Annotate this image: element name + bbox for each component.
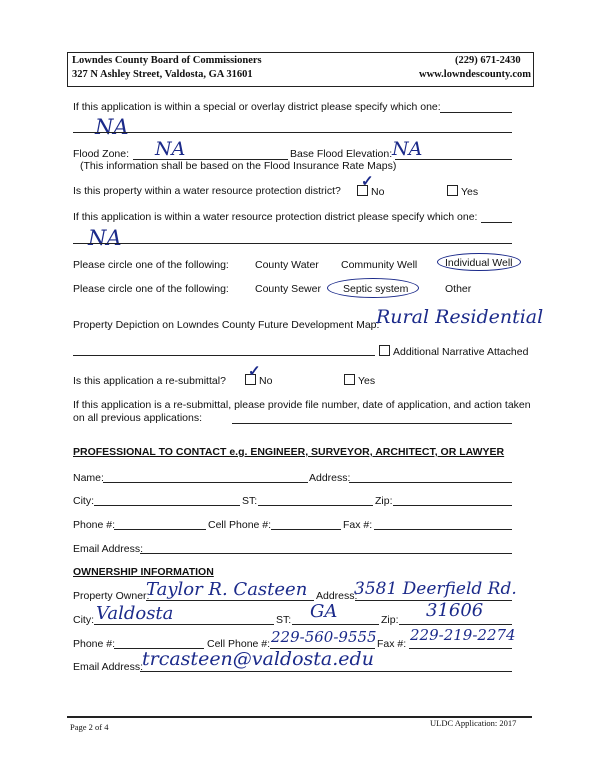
option-other[interactable]: Other bbox=[445, 283, 472, 295]
prof-st-label: ST: bbox=[242, 495, 258, 507]
prof-name-label: Name: bbox=[73, 472, 104, 484]
owner-st-field[interactable] bbox=[292, 624, 379, 625]
resubmittal-yes-checkbox[interactable] bbox=[344, 374, 355, 385]
owner-city-value[interactable]: Valdosta bbox=[96, 603, 174, 624]
overlay-question: If this application is within a special or overlay district please specify which one: bbox=[73, 101, 441, 113]
option-septic-system[interactable]: Septic system bbox=[343, 283, 409, 295]
checkmark-icon: ✓ bbox=[361, 173, 374, 190]
owner-label: Property Owner: bbox=[73, 590, 150, 602]
sewer-prompt: Please circle one of the following: bbox=[73, 283, 229, 295]
org-address: 327 N Ashley Street, Valdosta, GA 31601 bbox=[72, 69, 253, 80]
owner-fax-label: Fax #: bbox=[377, 638, 407, 650]
prof-email-field[interactable] bbox=[140, 553, 512, 554]
narrative-label: Additional Narrative Attached bbox=[393, 346, 529, 358]
option-community-well[interactable]: Community Well bbox=[341, 259, 418, 271]
water-specify-answer[interactable]: NA bbox=[88, 226, 122, 250]
prof-city-field[interactable] bbox=[94, 505, 240, 506]
owner-zip-value[interactable]: 31606 bbox=[426, 600, 484, 621]
owner-email-field[interactable] bbox=[140, 671, 512, 672]
resubmittal-checkmark-icon: ✓ bbox=[248, 363, 261, 380]
water-specify-question: If this application is within a water resource protection district please specify which one: bbox=[73, 211, 478, 223]
option-county-water[interactable]: County Water bbox=[255, 259, 319, 271]
base-flood-value[interactable]: NA bbox=[392, 138, 423, 160]
overlay-inline-line[interactable] bbox=[440, 112, 512, 113]
depiction-value[interactable]: Rural Residential bbox=[376, 306, 544, 328]
owner-address-label: Address: bbox=[316, 590, 358, 602]
option-county-sewer[interactable]: County Sewer bbox=[255, 283, 321, 295]
resubmittal-yes-label: Yes bbox=[358, 375, 376, 387]
prof-address-label: Address: bbox=[309, 472, 351, 484]
owner-email-label: Email Address: bbox=[73, 661, 144, 673]
resubmittal-question: Is this application a re-submittal? bbox=[73, 375, 226, 387]
yes-checkbox[interactable] bbox=[447, 185, 458, 196]
prof-fax-label: Fax #: bbox=[343, 519, 373, 531]
depiction-label: Property Depiction on Lowndes County Future Development Map: bbox=[73, 319, 380, 331]
owner-field[interactable] bbox=[146, 600, 314, 601]
option-individual-well[interactable]: Individual Well bbox=[445, 257, 513, 269]
flood-note: (This information shall be based on the Flood Insurance Rate Maps) bbox=[80, 160, 397, 172]
owner-zip-label: Zip: bbox=[381, 614, 399, 626]
professional-heading: PROFESSIONAL TO CONTACT e.g. ENGINEER, SURVEYOR, ARCHITECT, OR LAWYER bbox=[73, 446, 505, 458]
water-protection-question: Is this property within a water resource protection district? bbox=[73, 185, 341, 197]
prof-address-field[interactable] bbox=[349, 482, 512, 483]
prof-fax-field[interactable] bbox=[374, 529, 512, 530]
resubmittal-no-label: No bbox=[259, 375, 273, 387]
owner-value[interactable]: Taylor R. Casteen bbox=[146, 579, 308, 600]
org-name: Lowndes County Board of Commissioners bbox=[72, 55, 262, 66]
narrative-checkbox[interactable] bbox=[379, 345, 390, 356]
owner-fax-value[interactable]: 229-219-2274 bbox=[410, 626, 516, 644]
yes-label: Yes bbox=[461, 186, 479, 198]
resubmittal-details-line[interactable] bbox=[232, 423, 512, 424]
resubmittal-yes[interactable] bbox=[344, 374, 375, 387]
water-protection-yes[interactable] bbox=[447, 185, 478, 198]
prof-cell-label: Cell Phone #: bbox=[208, 519, 272, 531]
owner-phone-label: Phone #: bbox=[73, 638, 116, 650]
prof-st-field[interactable] bbox=[258, 505, 373, 506]
prof-cell-field[interactable] bbox=[271, 529, 341, 530]
water-supply-prompt: Please circle one of the following: bbox=[73, 259, 229, 271]
owner-zip-field[interactable] bbox=[399, 624, 512, 625]
owner-city-label: City: bbox=[73, 614, 94, 626]
org-phone: (229) 671-2430 bbox=[455, 55, 521, 66]
owner-fax-field[interactable] bbox=[409, 648, 512, 649]
owner-st-value[interactable]: GA bbox=[310, 601, 338, 622]
footer-form-id: ULDC Application: 2017 bbox=[430, 718, 517, 728]
ownership-heading: OWNERSHIP INFORMATION bbox=[73, 566, 214, 578]
flood-zone-label: Flood Zone: bbox=[73, 148, 130, 160]
prof-phone-label: Phone #: bbox=[73, 519, 116, 531]
org-website: www.lowndescounty.com bbox=[419, 69, 532, 80]
prof-phone-field[interactable] bbox=[114, 529, 206, 530]
no-label: No bbox=[371, 186, 385, 198]
owner-city-field[interactable] bbox=[94, 624, 274, 625]
owner-cell-value[interactable]: 229-560-9555 bbox=[271, 628, 377, 646]
footer-page: Page 2 of 4 bbox=[70, 722, 109, 732]
prof-name-field[interactable] bbox=[103, 482, 308, 483]
owner-st-label: ST: bbox=[276, 614, 292, 626]
water-specify-line[interactable] bbox=[73, 243, 512, 244]
water-specify-inline-line[interactable] bbox=[481, 222, 512, 223]
narrative-attached[interactable] bbox=[379, 345, 528, 358]
individual-well-circle bbox=[437, 253, 521, 271]
prof-zip-label: Zip: bbox=[375, 495, 393, 507]
overlay-answer-line[interactable] bbox=[73, 132, 512, 133]
septic-system-circle bbox=[327, 278, 419, 298]
depiction-line[interactable] bbox=[73, 355, 375, 356]
prof-email-label: Email Address: bbox=[73, 543, 144, 555]
overlay-answer[interactable]: NA bbox=[95, 115, 129, 139]
prof-zip-field[interactable] bbox=[393, 505, 512, 506]
owner-address-value[interactable]: 3581 Deerfield Rd. bbox=[354, 579, 517, 599]
base-flood-label: Base Flood Elevation: bbox=[290, 148, 393, 160]
prof-city-label: City: bbox=[73, 495, 94, 507]
resubmittal-details-line2: on all previous applications: bbox=[73, 412, 202, 424]
flood-zone-value[interactable]: NA bbox=[155, 138, 186, 160]
resubmittal-details-line1: If this application is a re-submittal, please provide file number, date of application, and action taken bbox=[73, 399, 531, 411]
owner-cell-label: Cell Phone #: bbox=[207, 638, 271, 650]
owner-email-value[interactable]: trcasteen@valdosta.edu bbox=[142, 648, 374, 670]
